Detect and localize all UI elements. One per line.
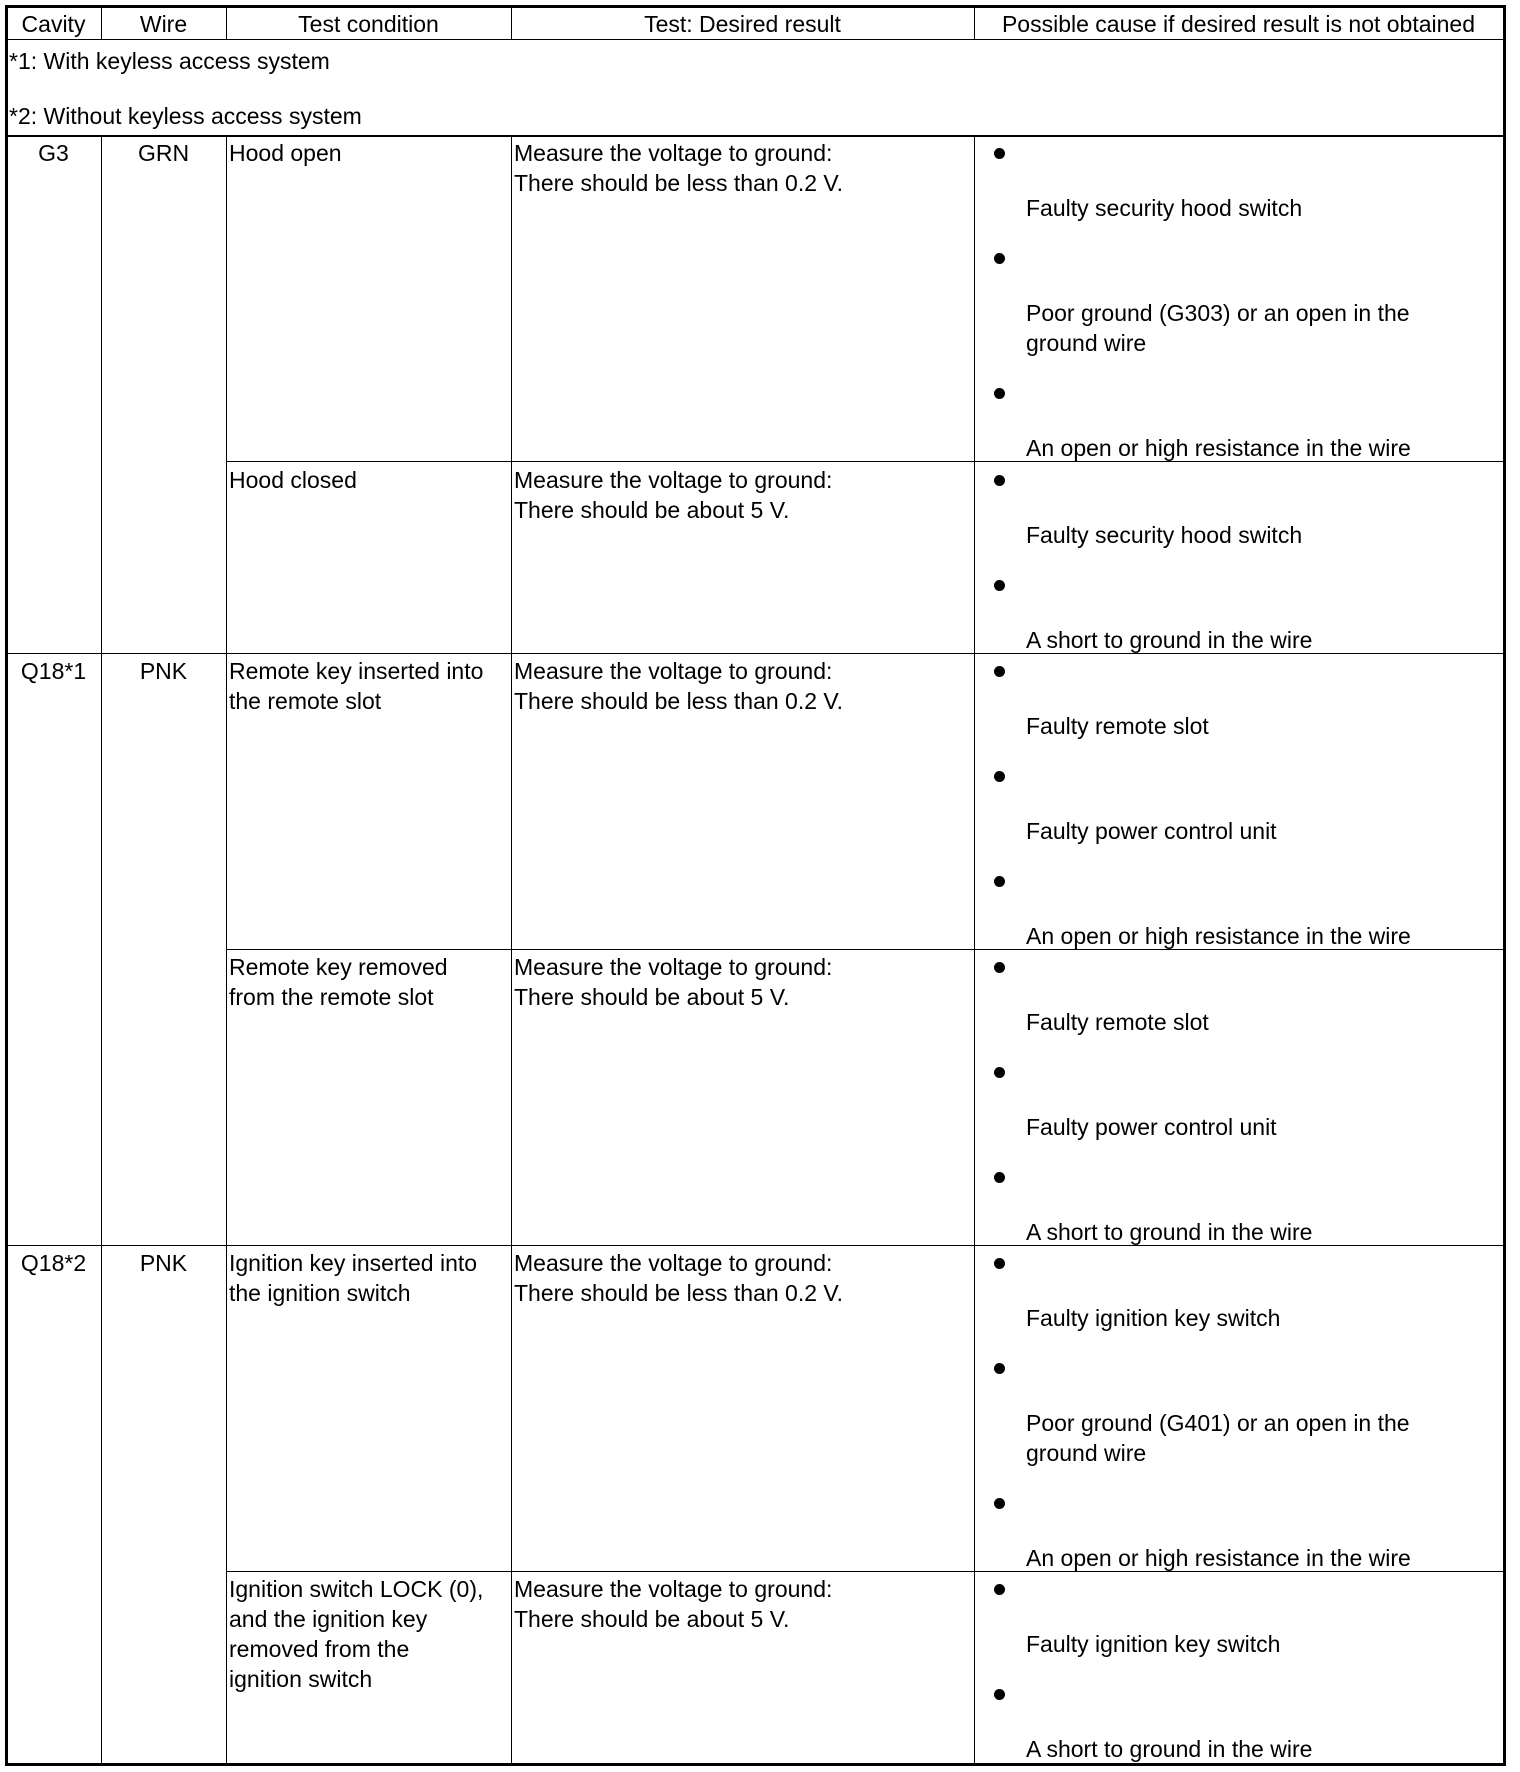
desired-result: Measure the voltage to ground: bbox=[514, 467, 833, 493]
wire-color: PNK bbox=[139, 1250, 188, 1276]
footnote: *2: Without keyless access system bbox=[9, 103, 362, 129]
troubleshooting-table bbox=[5, 5, 1506, 1766]
test-condition: ignition switch bbox=[229, 1666, 373, 1692]
possible-cause: Faulty power control unit bbox=[1026, 1114, 1277, 1140]
possible-cause: Faulty remote slot bbox=[1026, 1009, 1209, 1035]
desired-result: Measure the voltage to ground: bbox=[514, 954, 833, 980]
possible-cause: An open or high resistance in the wire bbox=[1026, 923, 1411, 949]
possible-cause: Faulty remote slot bbox=[1026, 713, 1209, 739]
test-condition: Remote key removed bbox=[229, 954, 448, 980]
desired-result: There should be about 5 V. bbox=[514, 497, 790, 523]
possible-cause: ground wire bbox=[1026, 1440, 1147, 1466]
test-condition: the ignition switch bbox=[229, 1280, 411, 1306]
test-condition: Hood open bbox=[229, 140, 342, 166]
possible-cause: Faulty security hood switch bbox=[1026, 195, 1303, 221]
bullet-icon bbox=[994, 1172, 1005, 1183]
col-header-possible-cause: Possible cause if desired result is not obtained bbox=[1001, 11, 1476, 37]
bullet-icon bbox=[994, 1363, 1005, 1374]
test-condition: Remote key inserted into bbox=[229, 658, 484, 684]
desired-result: There should be less than 0.2 V. bbox=[514, 1280, 844, 1306]
desired-result: Measure the voltage to ground: bbox=[514, 140, 833, 166]
test-condition: Hood closed bbox=[229, 467, 357, 493]
possible-cause: Faulty ignition key switch bbox=[1026, 1631, 1281, 1657]
bullet-icon bbox=[994, 1258, 1005, 1269]
wire-color: GRN bbox=[137, 140, 190, 166]
desired-result: There should be less than 0.2 V. bbox=[514, 688, 844, 714]
bullet-icon bbox=[994, 1689, 1005, 1700]
notes-rule bbox=[8, 135, 1503, 137]
possible-cause: Poor ground (G303) or an open in the bbox=[1026, 300, 1410, 326]
header-rule bbox=[8, 39, 1503, 40]
possible-cause: Faulty security hood switch bbox=[1026, 522, 1303, 548]
bullet-icon bbox=[994, 962, 1005, 973]
col-header-desired-result: Test: Desired result bbox=[644, 11, 841, 37]
test-condition: and the ignition key bbox=[229, 1606, 428, 1632]
col-header-wire: Wire bbox=[139, 11, 188, 37]
desired-result: There should be less than 0.2 V. bbox=[514, 170, 844, 196]
bullet-icon bbox=[994, 1067, 1005, 1078]
bullet-icon bbox=[994, 876, 1005, 887]
bullet-icon bbox=[994, 148, 1005, 159]
test-condition: the remote slot bbox=[229, 688, 382, 714]
possible-cause: Poor ground (G401) or an open in the bbox=[1026, 1410, 1410, 1436]
test-condition: Ignition switch LOCK (0), bbox=[229, 1576, 484, 1602]
bullet-icon bbox=[994, 1584, 1005, 1595]
cavity-value: Q18*2 bbox=[20, 1250, 87, 1276]
possible-cause: ground wire bbox=[1026, 330, 1147, 356]
bullet-icon bbox=[994, 388, 1005, 399]
possible-cause: A short to ground in the wire bbox=[1026, 627, 1313, 653]
cavity-value: G3 bbox=[38, 140, 69, 166]
possible-cause: An open or high resistance in the wire bbox=[1026, 435, 1411, 461]
bullet-icon bbox=[994, 253, 1005, 264]
bullet-icon bbox=[994, 666, 1005, 677]
possible-cause: A short to ground in the wire bbox=[1026, 1736, 1313, 1762]
col-divider bbox=[101, 136, 102, 1763]
bullet-icon bbox=[994, 475, 1005, 486]
possible-cause: An open or high resistance in the wire bbox=[1026, 1545, 1411, 1571]
bullet-icon bbox=[994, 1498, 1005, 1509]
desired-result: Measure the voltage to ground: bbox=[514, 658, 833, 684]
bullet-icon bbox=[994, 771, 1005, 782]
desired-result: There should be about 5 V. bbox=[514, 984, 790, 1010]
col-header-cavity: Cavity bbox=[21, 11, 86, 37]
bullet-icon bbox=[994, 580, 1005, 591]
wire-color: PNK bbox=[139, 658, 188, 684]
test-condition: Ignition key inserted into bbox=[229, 1250, 478, 1276]
desired-result: There should be about 5 V. bbox=[514, 1606, 790, 1632]
possible-cause: Faulty power control unit bbox=[1026, 818, 1277, 844]
possible-cause: Faulty ignition key switch bbox=[1026, 1305, 1281, 1331]
test-condition: removed from the bbox=[229, 1636, 410, 1662]
cavity-value: Q18*1 bbox=[20, 658, 87, 684]
desired-result: Measure the voltage to ground: bbox=[514, 1576, 833, 1602]
footnote: *1: With keyless access system bbox=[9, 48, 330, 74]
test-condition: from the remote slot bbox=[229, 984, 434, 1010]
col-header-test-condition: Test condition bbox=[298, 11, 439, 37]
possible-cause: A short to ground in the wire bbox=[1026, 1219, 1313, 1245]
desired-result: Measure the voltage to ground: bbox=[514, 1250, 833, 1276]
